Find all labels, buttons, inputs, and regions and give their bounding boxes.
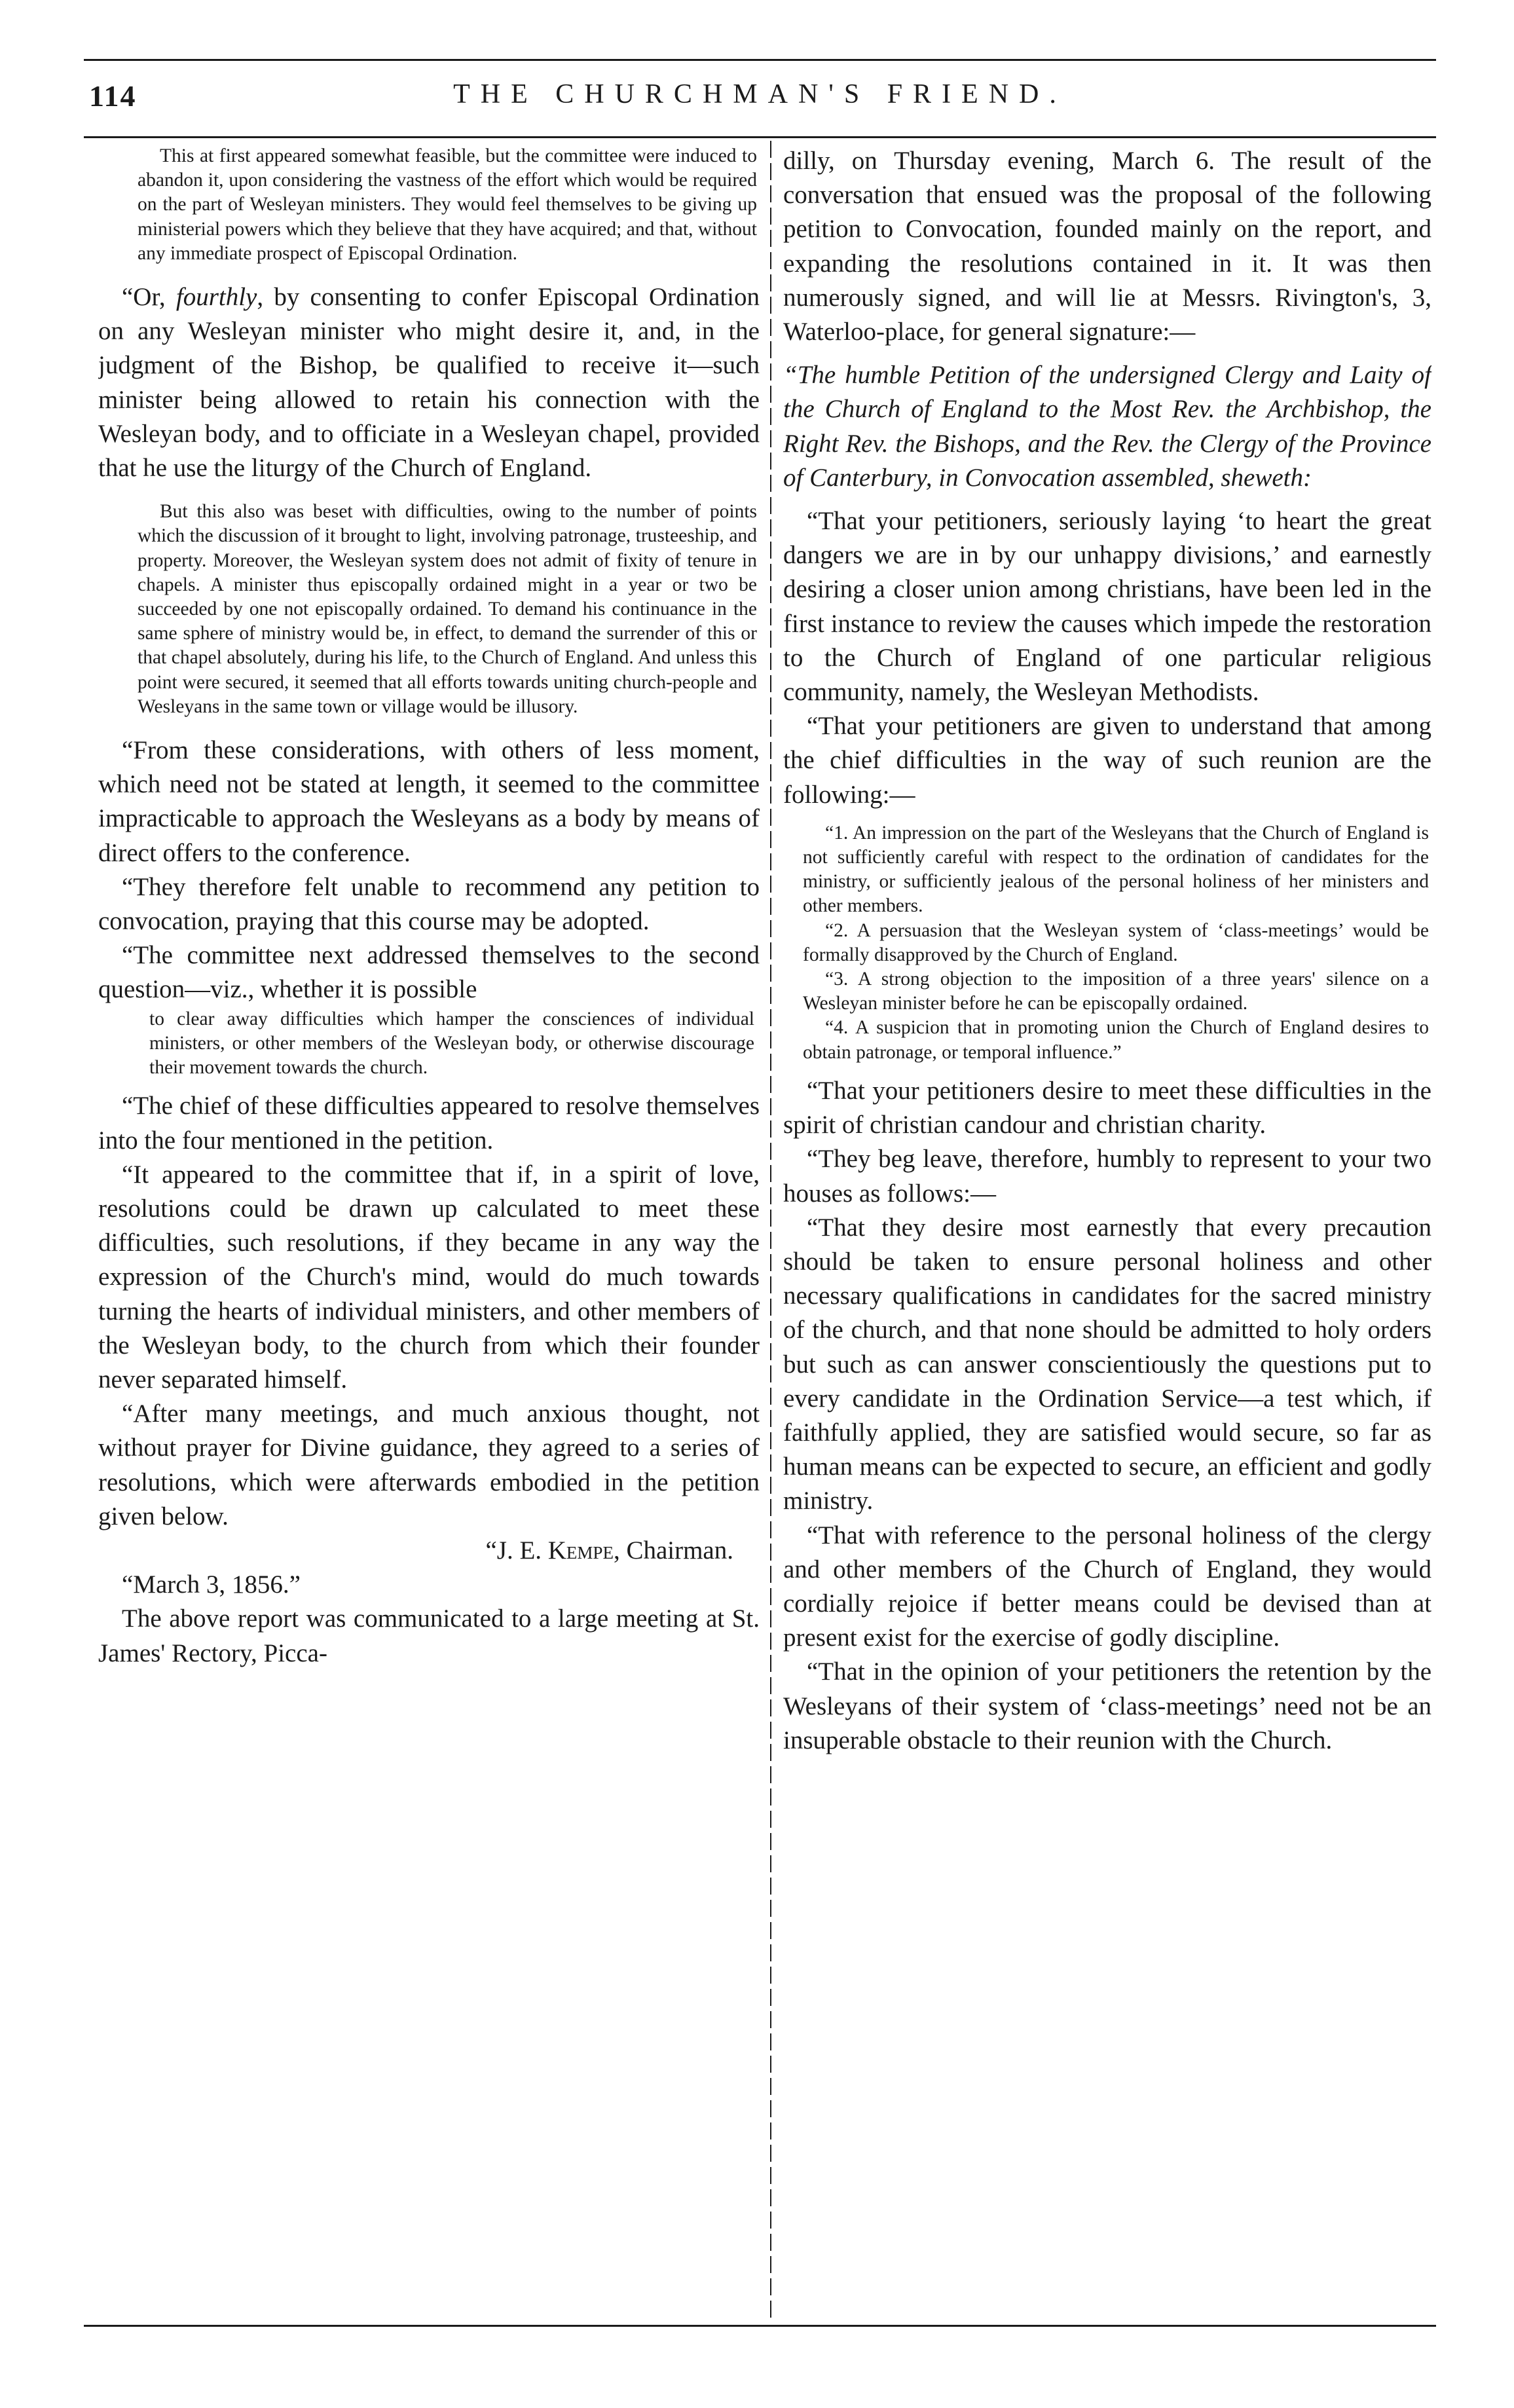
- paragraph: “That your petitioners, seriously laying ‘to heart the great dangers we are in by our unhappy divisions,’ and earnestly desiring a closer union among christians, have been led in the first instance to review the causes which impede the restoration to the Church of England of one particular religious community, namely, the Wesleyan Methodists.: [783, 507, 1431, 707]
- signature: “J. E. Kempe, Chairman.: [485, 1536, 733, 1565]
- list-item: “1. An impression on the part of the Wesleyans that the Church of England is not sufficiently careful with respect to the ordination of candidates for the ministry, or sufficiently jealous of the personal holiness of her ministers and other members.: [803, 822, 1429, 917]
- quoted-block-2: [98, 500, 760, 719]
- list-item: “4. A suspicion that in promoting union the Church of England desires to obtain patronage, or temporal influence.”: [803, 1017, 1429, 1063]
- column-divider: [770, 141, 771, 2322]
- paragraph: “That your petitioners desire to meet these difficulties in the spirit of christian candour and christian charity.: [783, 1076, 1431, 1139]
- paragraph: “The chief of these difficulties appeared to resolve themselves into the four mentioned in the petition.: [98, 1092, 760, 1155]
- paragraph: But this also was beset with difficulties, owing to the number of points which the discussion of it brought to light, involving patronage, trusteeship, and property. Moreover, the Wesleyan system does not admit of fixity of tenure in chapels. A minister thus episcopally ordained might in a year or two be succeeded by one not episcopally ordained. To demand his continuance in the same sphere of ministry would be, in effect, to demand the surrender of this or that chapel absolutely, during his life, to the Church of England. And unless this point were secured, it seemed that all efforts towards uniting church-people and Wesleyans in the same town or village would be illusory.: [138, 501, 757, 717]
- page-number: 114: [89, 79, 137, 113]
- paragraph: “They therefore felt unable to recommend any petition to convocation, praying that this course may be adopted.: [98, 872, 760, 936]
- petition-list: [783, 821, 1431, 1065]
- paragraph: “They beg leave, therefore, humbly to represent to your two houses as follows:—: [783, 1145, 1431, 1208]
- paragraph: The above report was communicated to a large meeting at St. James' Rectory, Picca-: [98, 1604, 760, 1667]
- quoted-block-1: [98, 144, 760, 266]
- right-column: [783, 144, 1431, 2318]
- paragraph: “It appeared to the committee that if, in a spirit of love, resolutions could be drawn up calculated to meet these difficulties, such resolutions, if they became in any way the expression of the Church's mind, would do much towards turning the hearts of individual ministers, and other members of the Wesleyan body, to the church from which their founder never separated himself.: [98, 1160, 760, 1394]
- header-rule: [84, 136, 1436, 138]
- page-title: THE CHURCHMAN'S FRIEND.: [453, 79, 1067, 109]
- paragraph: “That in the opinion of your petitioners the retention by the Wesleyans of their system of ‘class-meetings’ need not be an insuperable obstacle to their reunion with the Church.: [783, 1658, 1431, 1754]
- petition-heading: “The humble Petition of the undersigned Clergy and Laity of the Church of England to the Most Rev. the Archbishop, the Right Rev. the Bishops, and the Rev. the Clergy of the Province of Canterbury, in Convocation assembled, sheweth:: [783, 361, 1431, 492]
- left-column: [98, 144, 760, 2318]
- paragraph: “After many meetings, and much anxious thought, not without prayer for Divine guidance, they agreed to a series of resolutions, which were afterwards embodied in the petition given below.: [98, 1399, 760, 1530]
- paragraph: This at first appeared somewhat feasible, but the committee were induced to abandon it, upon considering the vastness of the effort which would be required on the part of Wesleyan ministers. They would feel themselves to be giving up ministerial powers which they believe that they have acquired; and that, without any immediate prospect of Episcopal Ordination.: [138, 145, 757, 264]
- list-item: “2. A persuasion that the Wesleyan system of ‘class-meetings’ would be formally disapproved by the Church of England.: [803, 919, 1429, 965]
- paragraph: “From these considerations, with others of less moment, which need not be stated at length, it seemed to the committee impracticable to approach the Wesleyans as a body by means of direct offers to the conference.: [98, 736, 760, 867]
- paragraph: dilly, on Thursday evening, March 6. The result of the conversation that ensued was the proposal of the following petition to Convocation, founded mainly on the report, and expanding the resolutions contained in it. It was then numerously signed, and will lie at Messrs. Rivington's, 3, Waterloo-place, for general signature:—: [783, 147, 1431, 346]
- paragraph: to clear away difficulties which hamper the consciences of individual ministers, or other members of the Wesleyan body, or otherwise discourage their movement towards the church.: [149, 1008, 754, 1079]
- running-header: [84, 79, 1436, 131]
- quoted-block-3: [98, 1007, 760, 1081]
- paragraph: “That with reference to the personal holiness of the clergy and other members of the Church of England, they would cordially rejoice if better means could be devised than at present exist for the exercise of godly discipline.: [783, 1521, 1431, 1652]
- list-item: “3. A strong objection to the imposition of a three years' silence on a Wesleyan minister before he can be episcopally ordained.: [803, 969, 1429, 1014]
- bottom-rule: [84, 2325, 1436, 2327]
- date-line: “March 3, 1856.”: [122, 1570, 301, 1599]
- paragraph: “That they desire most earnestly that every precaution should be taken to ensure personal holiness and other necessary qualifications in candidates for the sacred ministry of the church, and that none should be admitted to holy orders but such as can answer conscientiously the questions put to every candidate in the Ordination Service—a test which, if faithfully applied, they are satisfied would secure, so far as human means can be expected to secure, an efficient and godly ministry.: [783, 1213, 1431, 1515]
- top-rule: [84, 59, 1436, 61]
- page: [84, 59, 1436, 2351]
- paragraph: “The committee next addressed themselves to the second question—viz., whether it is possible: [98, 941, 760, 1004]
- paragraph: “That your petitioners are given to understand that among the chief difficulties in the way of such reunion are the following:—: [783, 712, 1431, 809]
- paragraph: “Or, fourthly, by consenting to confer Episcopal Ordination on any Wesleyan minister who might desire it, and, in the judgment of the Bishop, be qualified to receive it—such minister being allowed to retain his connection with the Wesleyan body, and to officiate in a Wesleyan chapel, provided that he use the liturgy of the Church of England.: [98, 283, 760, 483]
